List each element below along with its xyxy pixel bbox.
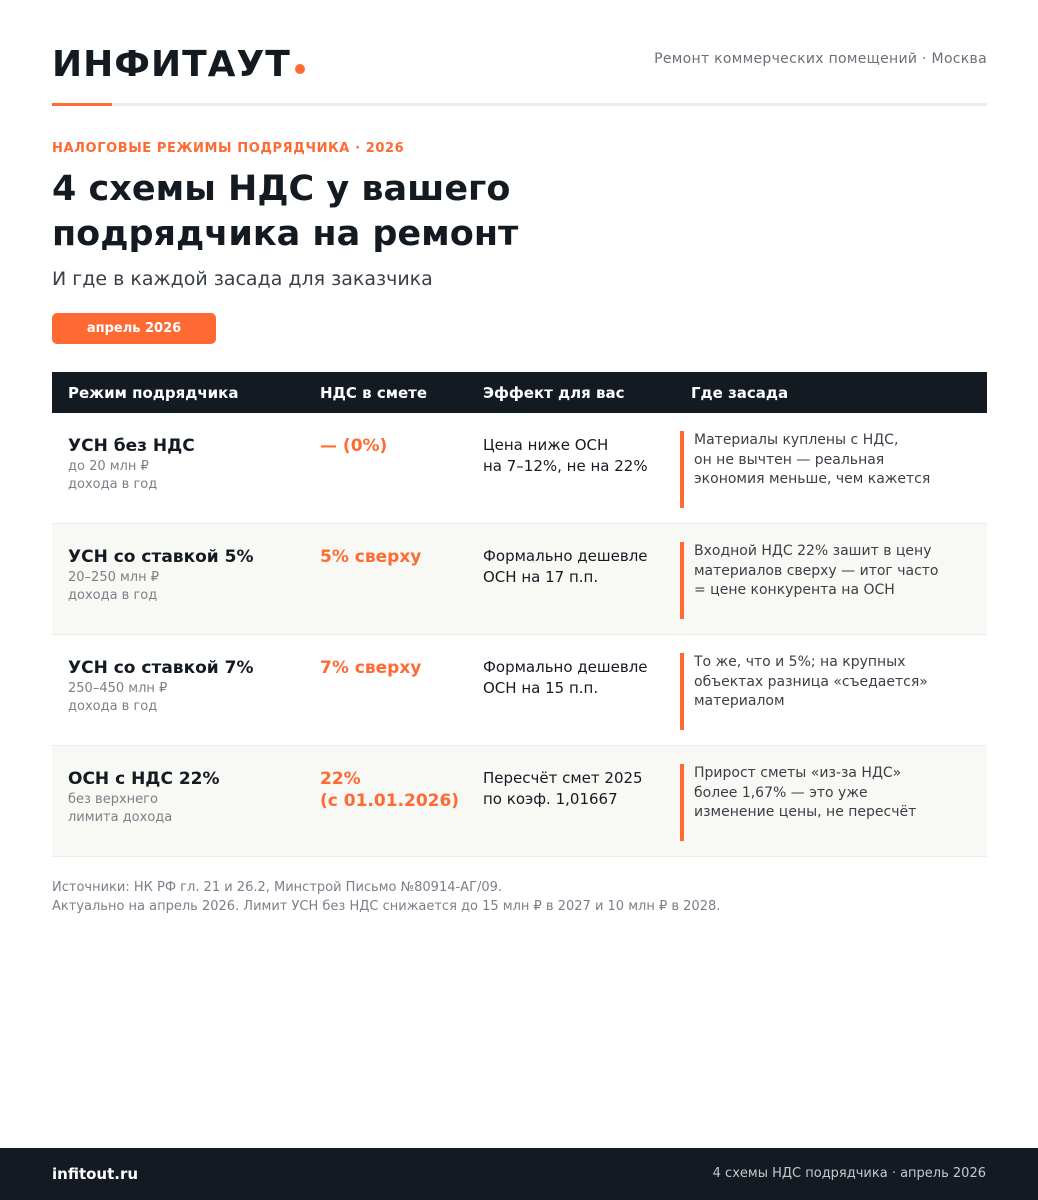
- actuality-line: Актуально на апрель 2026. Лимит УСН без НДС снижается до 15 млн ₽ в 2027 и 10 млн ₽ в 2028.: [52, 899, 721, 914]
- footer-note: 4 схемы НДС подрядчика · апрель 2026: [712, 1166, 986, 1181]
- effect-cell: Цена ниже ОСН на 7–12%, не на 22%: [483, 436, 648, 475]
- effect-cell: Формально дешевле ОСН на 15 п.п.: [483, 658, 648, 697]
- column-header-mode: Режим подрядчика: [68, 384, 239, 402]
- trap-cell: Входной НДС 22% зашит в цену материалов сверху — итог часто = цене конкурента на ОСН: [680, 542, 980, 619]
- page-header: [52, 40, 987, 106]
- mode-name: ОСН с НДС 22%: [68, 769, 220, 789]
- page-title: 4 схемы НДС у вашего подрядчика на ремонт: [52, 169, 519, 254]
- table-row: [52, 413, 987, 524]
- trap-cell: Материалы куплены с НДС, он не вычтен — реальная экономия меньше, чем кажется: [680, 431, 980, 508]
- vat-cell: 7% сверху: [320, 658, 422, 678]
- sources-note: [52, 878, 720, 916]
- effect-cell: Пересчёт смет 2025 по коэф. 1,01667: [483, 769, 643, 808]
- header-divider: [52, 103, 987, 106]
- column-header-effect: Эффект для вас: [483, 384, 625, 402]
- section-kicker: НАЛОГОВЫЕ РЕЖИМЫ ПОДРЯДЧИКА · 2026: [52, 141, 405, 156]
- mode-cell: [68, 546, 298, 605]
- mode-cell: [68, 768, 298, 827]
- mode-limit: без верхнего лимита дохода: [68, 792, 173, 825]
- column-header-trap: Где засада: [691, 384, 789, 402]
- vat-cell: 22% (с 01.01.2026): [320, 769, 460, 811]
- mode-cell: [68, 435, 298, 494]
- table-row: [52, 524, 987, 635]
- page-subtitle: И где в каждой засада для заказчика: [52, 268, 433, 290]
- effect-cell: Формально дешевле ОСН на 17 п.п.: [483, 547, 648, 586]
- vat-cell: 5% сверху: [320, 547, 422, 567]
- mode-limit: до 20 млн ₽ дохода в год: [68, 459, 158, 492]
- vat-schemes-table: [52, 372, 987, 857]
- mode-limit: 20–250 млн ₽ дохода в год: [68, 570, 160, 603]
- mode-limit: 250–450 млн ₽ дохода в год: [68, 681, 168, 714]
- footer-site-link[interactable]: infitout.ru: [52, 1165, 139, 1183]
- date-badge: апрель 2026: [52, 313, 216, 344]
- table-header: [52, 372, 987, 413]
- mode-name: УСН со ставкой 5%: [68, 547, 254, 567]
- sources-line: Источники: НК РФ гл. 21 и 26.2, Минстрой Письмо №80914-АГ/09.: [52, 880, 503, 895]
- trap-cell: Прирост сметы «из-за НДС» более 1,67% — это уже изменение цены, не пересчёт: [680, 764, 980, 841]
- logo-dot-icon: [295, 64, 305, 74]
- trap-cell: То же, что и 5%; на крупных объектах разница «съедается» материалом: [680, 653, 980, 730]
- header-divider-accent: [52, 103, 112, 106]
- header-tagline: Ремонт коммерческих помещений · Москва: [654, 51, 987, 67]
- mode-name: УСН со ставкой 7%: [68, 658, 254, 678]
- table-row: [52, 635, 987, 746]
- mode-cell: [68, 657, 298, 716]
- mode-name: УСН без НДС: [68, 436, 195, 456]
- column-header-vat: НДС в смете: [320, 384, 428, 402]
- vat-cell: — (0%): [320, 436, 388, 456]
- brand-logo[interactable]: [52, 44, 305, 85]
- page-footer: [0, 1148, 1038, 1200]
- brand-name: ИНФИТАУТ: [52, 44, 291, 85]
- table-row: [52, 746, 987, 857]
